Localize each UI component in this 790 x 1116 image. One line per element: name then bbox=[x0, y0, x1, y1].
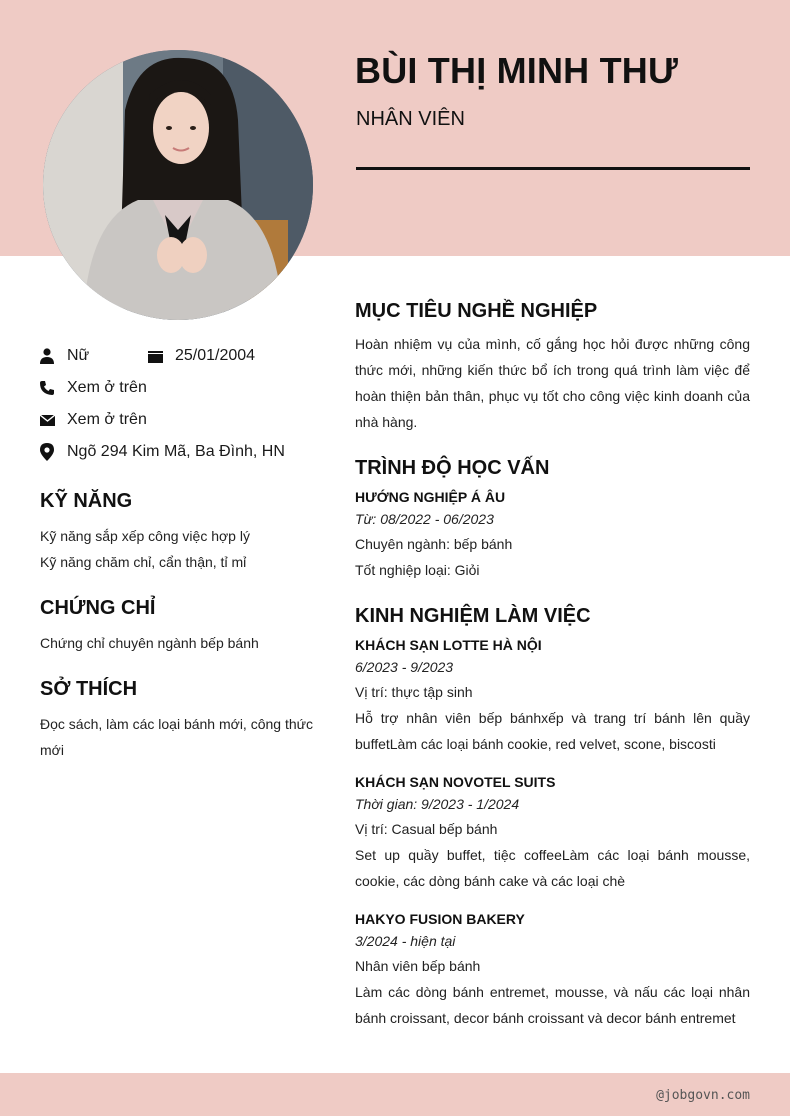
location-pin-icon bbox=[40, 443, 67, 461]
job-period: 3/2024 - hiện tại bbox=[355, 933, 456, 949]
education-major: Chuyên ngành: bếp bánh bbox=[355, 536, 513, 552]
profile-photo bbox=[43, 50, 313, 320]
skill-item: Kỹ năng sắp xếp công việc hợp lý bbox=[40, 528, 250, 544]
job-company: HAKYO FUSION BAKERY bbox=[355, 911, 525, 927]
job-position: Nhân viên bếp bánh bbox=[355, 958, 481, 974]
skill-item: Kỹ năng chăm chỉ, cẩn thận, tỉ mỉ bbox=[40, 554, 247, 570]
job-period: 6/2023 - 9/2023 bbox=[355, 659, 454, 675]
job-period: Thời gian: 9/2023 - 1/2024 bbox=[355, 796, 520, 812]
job-company: KHÁCH SẠN LOTTE HÀ NỘI bbox=[355, 637, 542, 653]
candidate-name: BÙI THỊ MINH THƯ bbox=[355, 50, 679, 91]
hobbies-text: Đọc sách, làm các loại bánh mới, công thức mới bbox=[40, 716, 314, 758]
info-row-gender-birthday bbox=[40, 340, 320, 372]
phone-value: Xem ở trên bbox=[67, 379, 147, 396]
address-value: Ngõ 294 Kim Mã, Ba Đình, HN bbox=[67, 443, 285, 460]
job-company: KHÁCH SẠN NOVOTEL SUITS bbox=[355, 774, 556, 790]
education-heading: TRÌNH ĐỘ HỌC VẤN bbox=[355, 457, 550, 479]
email-icon bbox=[40, 415, 67, 426]
person-icon bbox=[40, 348, 67, 364]
candidate-role: NHÂN VIÊN bbox=[356, 108, 465, 130]
gender-value: Nữ bbox=[67, 347, 90, 364]
info-row-address bbox=[40, 436, 320, 468]
birthday-value: 25/01/2004 bbox=[175, 347, 256, 364]
footer-band bbox=[0, 1073, 790, 1116]
hobbies-heading: SỞ THÍCH bbox=[40, 678, 138, 700]
email-value: Xem ở trên bbox=[67, 411, 147, 428]
job-description: Hỗ trợ nhân viên bếp bánhxếp và trang trí bánh lên quầy buffetLàm các loại bánh cookie, red velvet, scone, biscosti bbox=[355, 710, 750, 752]
certificates-heading: CHỨNG CHỈ bbox=[40, 597, 156, 619]
footer-watermark[interactable]: @jobgovn.com bbox=[656, 1088, 750, 1103]
job-description: Làm các dòng bánh entremet, mousse, và nấu các loại nhân bánh croissant, decor bánh croissant và decor bánh entremet bbox=[355, 984, 750, 1026]
job-position: Vị trí: Casual bếp bánh bbox=[355, 821, 498, 837]
job-entry bbox=[355, 636, 750, 757]
skills-heading: KỸ NĂNG bbox=[40, 490, 133, 512]
certificate-item: Chứng chỉ chuyên ngành bếp bánh bbox=[40, 635, 259, 651]
job-description: Set up quầy buffet, tiệc coffeeLàm các loại bánh mousse, cookie, các dòng bánh cake và các loại chè bbox=[355, 847, 750, 889]
right-column bbox=[355, 300, 750, 1031]
job-entry bbox=[355, 773, 750, 894]
experience-heading: KINH NGHIỆM LÀM VIỆC bbox=[355, 605, 591, 627]
education-period: Từ: 08/2022 - 06/2023 bbox=[355, 511, 494, 527]
phone-icon bbox=[40, 381, 67, 395]
info-row-phone bbox=[40, 372, 320, 404]
info-row-email bbox=[40, 404, 320, 436]
objective-text: Hoàn nhiệm vụ của mình, cố gắng học hỏi được những công thức mới, những kiến thức bổ ích trong quá trình làm việc để hoàn thiện bản thân, phục vụ tốt cho công việc kinh doanh của nhà hàng. bbox=[355, 336, 750, 430]
job-entry bbox=[355, 910, 750, 1031]
education-school: HƯỚNG NGHIỆP Á ÂU bbox=[355, 489, 506, 505]
header-divider bbox=[356, 167, 750, 170]
calendar-icon bbox=[148, 350, 175, 363]
objective-heading: MỤC TIÊU NGHỀ NGHIỆP bbox=[355, 300, 598, 322]
job-position: Vị trí: thực tập sinh bbox=[355, 684, 473, 700]
education-grade: Tốt nghiệp loại: Giỏi bbox=[355, 562, 480, 578]
left-column bbox=[40, 340, 320, 763]
